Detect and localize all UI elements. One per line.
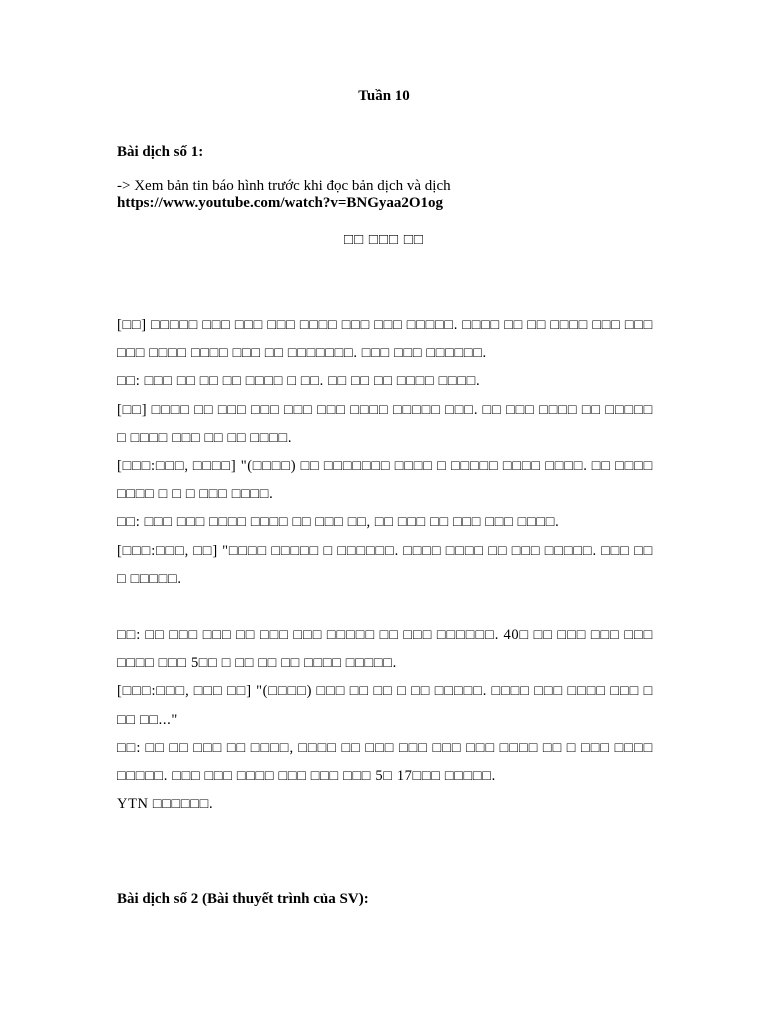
paragraph-2: □□: □□□ □□ □□ □□ □□□□ □ □□. □□ □□ □□ □□□□ □□□□.	[117, 373, 481, 390]
youtube-link[interactable]: https://www.youtube.com/watch?v=BNGyaa2O1og	[117, 195, 444, 211]
paragraph-10: YTN □□□□□□.	[117, 796, 214, 813]
paragraph-6: [□□□:□□□, □□] "□□□□ □□□□□ □ □□□□□□. □□□□ □□□□ □□ □□□ □□□□□. □□□ □□ □ □□□□□.	[117, 542, 653, 587]
paragraph-8: [□□□:□□□, □□□ □□] "(□□□□) □□□ □□ □□ □ □□ □□□□□. □□□□ □□□ □□□□ □□□ □ □□ □□..."	[117, 683, 653, 728]
article-title: □□ □□□ □□	[344, 232, 424, 248]
article-body	[117, 311, 653, 818]
page-title: Tuần 10	[358, 88, 410, 104]
instruction-text: -> Xem bản tin báo hình trước khi đọc bản dịch và dịch	[117, 178, 451, 194]
paragraph-4: [□□□:□□□, □□□□] "(□□□□) □□ □□□□□□□ □□□□ □ □□□□□ □□□□ □□□□. □□ □□□□ □□□□ □ □ □ □□□ □□□□.	[117, 458, 653, 503]
paragraph-7: □□: □□ □□□ □□□ □□ □□□ □□□ □□□□□ □□ □□□ □□□□□□. 40□ □□ □□□ □□□ □□□ □□□□ □□□ 5□□ □ □□ □□ □□ □□□□ □□□□□.	[117, 627, 653, 672]
paragraph-9: □□: □□ □□ □□□ □□ □□□□, □□□□ □□ □□□ □□□ □□□ □□□ □□□□ □□ □ □□□ □□□□ □□□□□. □□□ □□□ □□□□ □□□ □□□ □□□ 5□ 17□□□ □□□□□.	[117, 739, 653, 785]
section1-heading: Bài dịch số 1:	[117, 144, 204, 160]
paragraph-3: [□□] □□□□ □□ □□□ □□□ □□□ □□□ □□□□ □□□□□ □□□. □□ □□□ □□□□ □□ □□□□□ □ □□□□ □□□ □□ □□ □□□□.	[117, 401, 653, 446]
paragraph-1: [□□] □□□□□ □□□ □□□ □□□ □□□□ □□□ □□□ □□□□□. □□□□ □□ □□ □□□□ □□□ □□□ □□□ □□□□ □□□□ □□□ □□ □□□□□□□. □□□ □□□ □□□□□□.	[117, 317, 653, 362]
paragraph-5: □□: □□□ □□□ □□□□ □□□□ □□ □□□ □□, □□ □□□ □□ □□□ □□□ □□□□.	[117, 514, 560, 531]
section2-heading: Bài dịch số 2 (Bài thuyết trình của SV):	[117, 891, 369, 907]
paragraph-spacer	[117, 593, 653, 621]
section1-instruction-block	[117, 178, 451, 212]
